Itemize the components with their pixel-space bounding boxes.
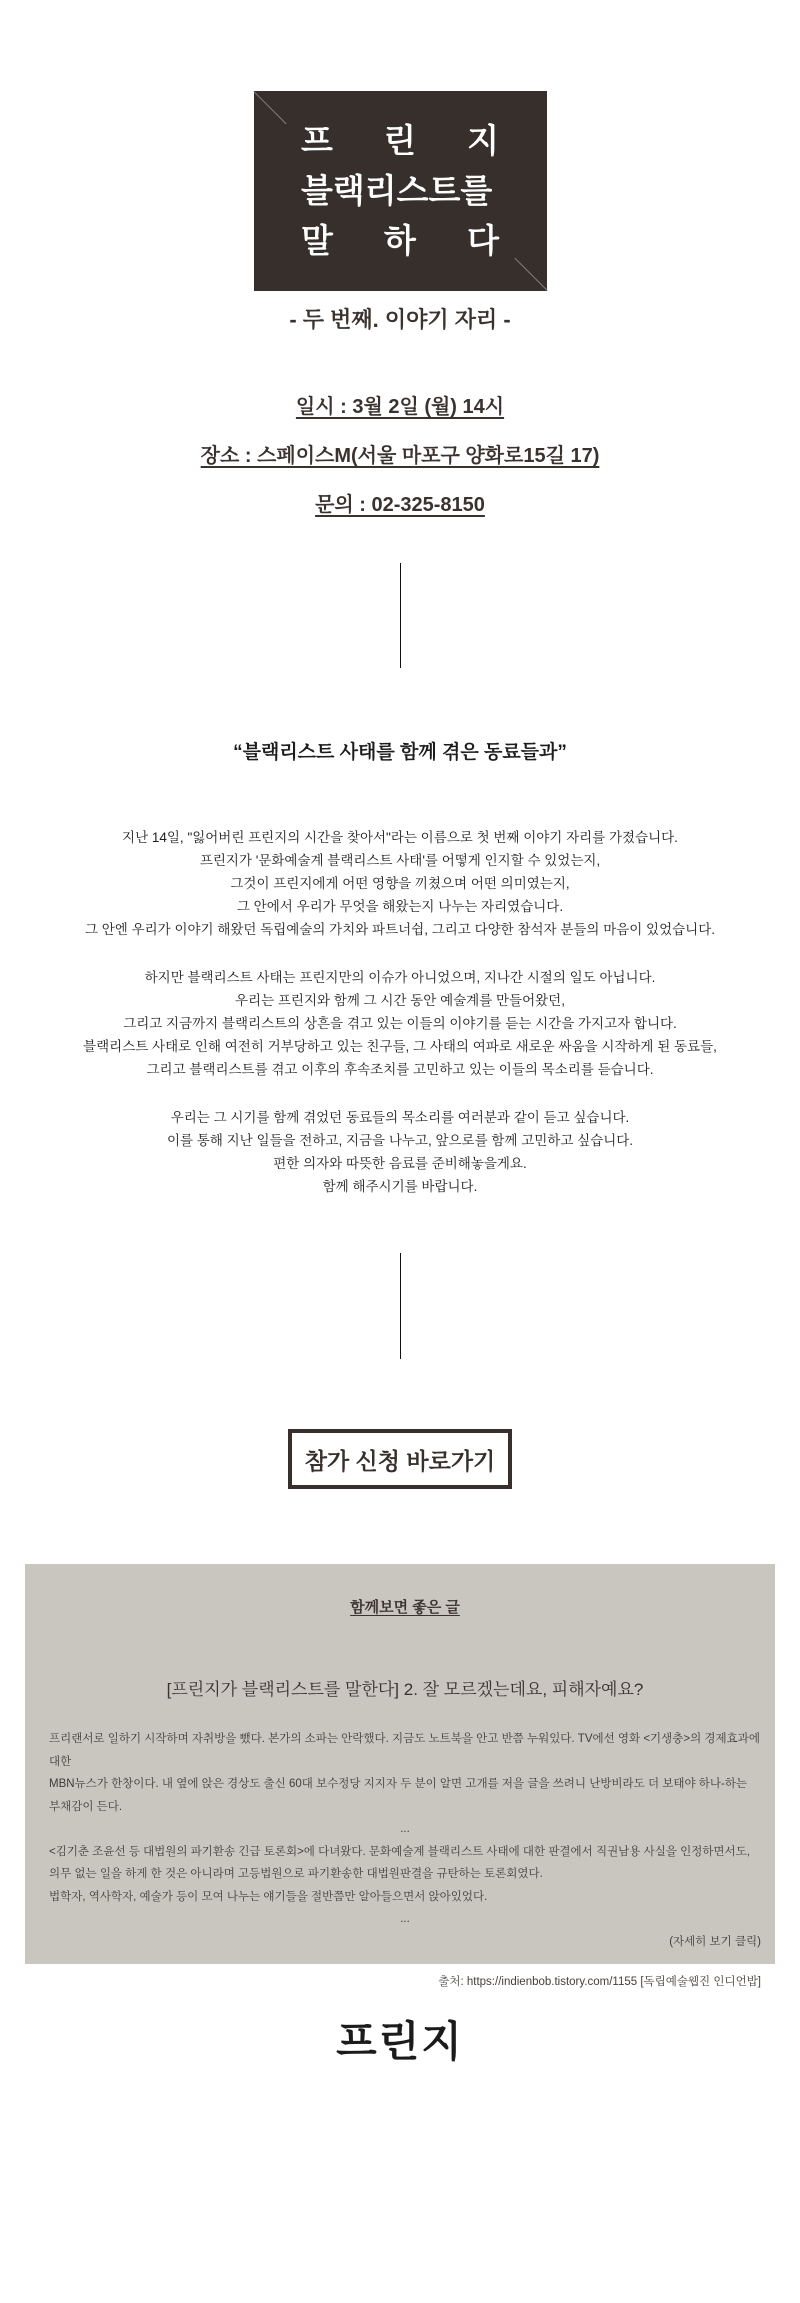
diagonal-line-bottom-right [514, 258, 547, 291]
title-line-2: 블랙리스트를 [301, 172, 493, 209]
title-box-inner [301, 116, 499, 266]
title-line-3: 말 하 다 [301, 222, 499, 259]
quote-heading: “블랙리스트 사태를 함께 겪은 동료들과” [233, 742, 567, 763]
body-line: 그것이 프린지에게 어떤 영향을 끼쳤으며 어떤 의미였는지, [230, 876, 570, 891]
related-heading: 함께보면 좋은 글 [350, 1599, 460, 1616]
body-line: 편한 의자와 따뜻한 음료를 준비해놓을게요. [273, 1156, 527, 1171]
body-line: 함께 해주시기를 바랍니다. [322, 1179, 478, 1194]
paragraph-3 [0, 1106, 800, 1198]
event-location: 장소 : 스페이스M(서울 마포구 양화로15길 17) [200, 445, 600, 467]
excerpt-line: <김기춘 조윤선 등 대법원의 파기환송 긴급 토론회>에 다녀왔다. 문화예술계 블랙리스트 사태에 대한 판결에서 직권남용 사실을 인정하면서도, [49, 1845, 750, 1858]
related-article-title[interactable]: [프린지가 블랙리스트를 말한다] 2. 잘 모르겠는데요, 피해자예요? [166, 1680, 644, 1699]
body-text [0, 826, 800, 1198]
event-datetime: 일시 : 3월 2일 (월) 14시 [295, 396, 505, 418]
body-line: 하지만 블랙리스트 사태는 프린지만의 이슈가 아니었으며, 지나간 시절의 일도 아닙니다. [144, 970, 656, 985]
event-contact: 문의 : 02-325-8150 [315, 494, 485, 516]
body-line: 그리고 블랙리스트를 겪고 이후의 후속조치를 고민하고 있는 이들의 목소리를 듣습니다. [146, 1062, 654, 1077]
related-article-box [25, 1564, 775, 1988]
excerpt-line: 법학자, 역사학자, 예술가 등이 모여 나누는 얘기들을 절반쯤만 알아들으면서 앉아있었다. [49, 1890, 488, 1903]
body-line: 우리는 그 시기를 함께 겪었던 동료들의 목소리를 여러분과 같이 듣고 싶습니다. [170, 1110, 630, 1125]
paragraph-2 [0, 966, 800, 1081]
paragraph-1 [0, 826, 800, 941]
body-line: 이를 통해 지난 일들을 전하고, 지금을 나누고, 앞으로를 함께 고민하고 싶습니다. [166, 1133, 634, 1148]
body-line: 그 안엔 우리가 이야기 해왔던 독립예술의 가치와 파트너쉽, 그리고 다양한 참석자 분들의 마음이 있었습니다. [84, 922, 716, 937]
title-line-1: 프 린 지 [301, 122, 499, 159]
body-line: 그리고 지금까지 블랙리스트의 상흔을 겪고 있는 이들의 이야기를 듣는 시간을 가지고자 합니다. [123, 1016, 677, 1031]
vertical-divider-1 [400, 563, 401, 668]
body-line: 그 안에서 우리가 무엇을 해왔는지 나누는 자리였습니다. [236, 899, 564, 914]
event-details [0, 394, 800, 518]
excerpt-line: MBN뉴스가 한창이다. 내 옆에 앉은 경상도 출신 60대 보수정당 지지자 두 분이 알면 고개를 저을 글을 쓰려니 난방비라도 더 보태야 하나-하는 부채감이 든다. [49, 1778, 748, 1813]
body-line: 프린지가 '문화예술계 블랙리스트 사태'를 어떻게 인지할 수 있었는지, [199, 853, 601, 868]
register-button[interactable] [288, 1429, 512, 1489]
excerpt-ellipsis: ... [400, 1823, 410, 1835]
body-line: 지난 14일, "잃어버린 프린지의 시간을 찾아서"라는 이름으로 첫 번째 이야기 자리를 가졌습니다. [122, 830, 678, 845]
fringe-logo: 프린지 [336, 2018, 464, 2065]
vertical-divider-2 [400, 1253, 401, 1359]
title-box [254, 91, 547, 291]
source-link[interactable]: 출처: https://indienbob.tistory.com/1155 [독립예술웹진 인디언밥] [438, 1976, 761, 1988]
related-article-excerpt [49, 1728, 761, 1953]
body-line: 우리는 프린지와 함께 그 시간 동안 예술계를 만들어왔던, [235, 993, 565, 1008]
read-more-link[interactable]: (자세히 보기 클릭) [669, 1935, 761, 1948]
excerpt-line: 의무 없는 일을 하게 한 것은 아니라며 고등법원으로 파기환송한 대법원판결을 규탄하는 토론회였다. [49, 1868, 543, 1880]
body-line: 블랙리스트 사태로 인해 여전히 거부당하고 있는 친구들, 그 사태의 여파로 새로운 싸움을 시작하게 된 동료들, [83, 1039, 717, 1054]
excerpt-line: 프리랜서로 일하기 시작하며 자취방을 뺐다. 본가의 소파는 안락했다. 지금도 노트북을 안고 반쯤 누워있다. TV에선 영화 <기생충>의 경제효과에 대한 [49, 1733, 760, 1768]
excerpt-ellipsis: ... [400, 1913, 410, 1925]
register-button-label: 참가 신청 바로가기 [304, 1447, 496, 1474]
subtitle: - 두 번째. 이야기 자리 - [289, 307, 511, 332]
diagonal-line-top-left [253, 91, 286, 124]
